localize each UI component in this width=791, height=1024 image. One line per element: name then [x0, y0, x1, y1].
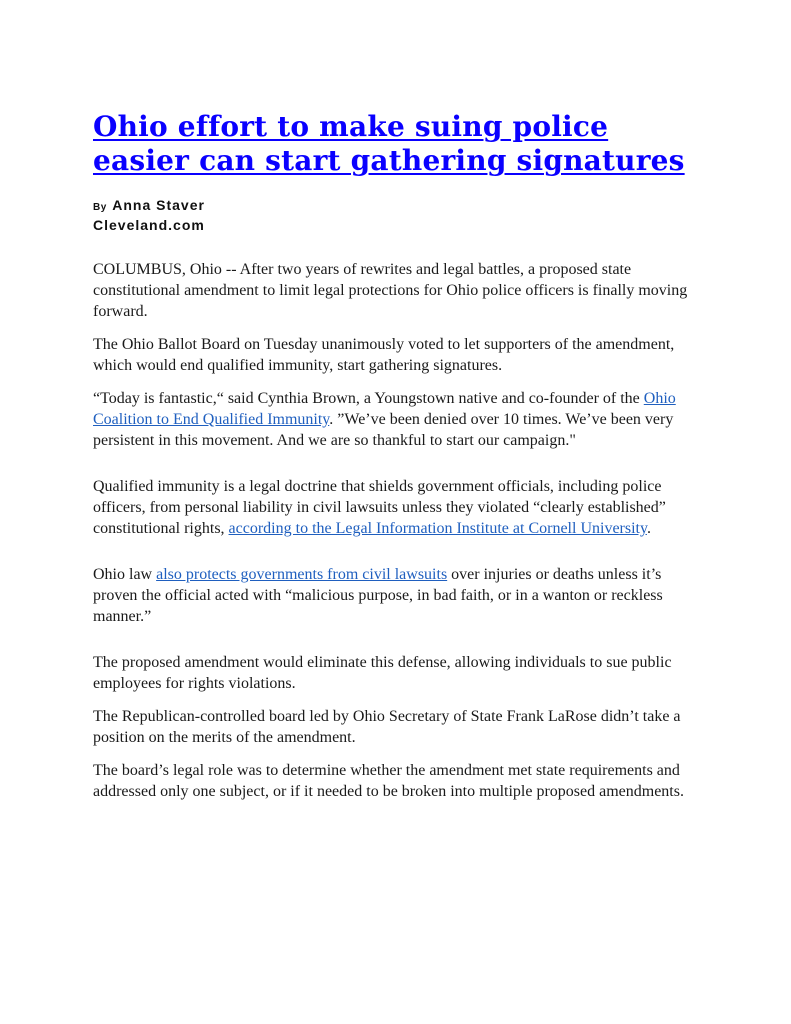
paragraph-5 — [93, 564, 703, 627]
headline-link[interactable]: Ohio effort to make suing police easier can start gathering signatures — [93, 110, 685, 177]
paragraph-6: The proposed amendment would eliminate this defense, allowing individuals to sue public employees for rights violations. — [93, 654, 672, 692]
publication-source: Cleveland.com — [93, 217, 205, 233]
paragraph-8: The board’s legal role was to determine whether the amendment met state requirements and addressed only one subject, or if it needed to be broken into multiple proposed amendments. — [93, 762, 684, 800]
paragraph-5-text-b: over injuries or deaths unless it’s proven the official acted with “malicious purpose, in bad faith, or in a wanton or reckless manner.” — [93, 566, 663, 625]
byline-prefix: By — [93, 202, 107, 213]
civil-lawsuits-link[interactable]: also protects governments from civil lawsuits — [156, 566, 448, 583]
cornell-lii-link[interactable]: according to the Legal Information Institute at Cornell University — [228, 520, 647, 537]
paragraph-3-text-b: . ”We’ve been denied over 10 times. We’ve been very persistent in this movement. And we are so thankful to start our campaign." — [93, 411, 674, 449]
paragraph-3 — [93, 388, 703, 451]
article-body — [93, 259, 703, 802]
author-name: Anna Staver — [112, 197, 205, 213]
paragraph-1: COLUMBUS, Ohio -- After two years of rewrites and legal battles, a proposed state constitutional amendment to limit legal protections for Ohio police officers is finally moving forward. — [93, 261, 688, 320]
paragraph-2: The Ohio Ballot Board on Tuesday unanimously voted to let supporters of the amendment, which would end qualified immunity, start gathering signatures. — [93, 336, 675, 374]
byline — [93, 197, 703, 235]
paragraph-7: The Republican-controlled board led by Ohio Secretary of State Frank LaRose didn’t take a position on the merits of the amendment. — [93, 708, 681, 746]
paragraph-5-text-a: Ohio law — [93, 566, 157, 583]
headline — [93, 110, 703, 178]
paragraph-3-text-a: “Today is fantastic,“ said Cynthia Brown, a Youngstown native and co-founder of the — [93, 390, 644, 407]
paragraph-4 — [93, 476, 703, 539]
coalition-link[interactable]: Ohio Coalition to End Qualified Immunity — [93, 390, 676, 428]
paragraph-4-text-a: Qualified immunity is a legal doctrine that shields government officials, including police officers, from personal liability in civil lawsuits unless they violated “clearly established” constitutional rights, — [93, 478, 666, 537]
paragraph-4-text-b: . — [646, 520, 651, 537]
article — [93, 110, 703, 802]
